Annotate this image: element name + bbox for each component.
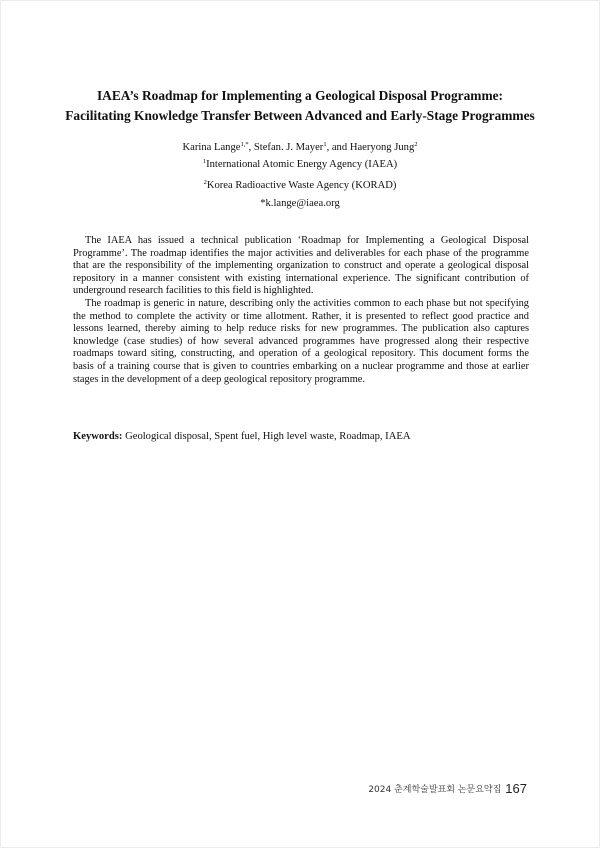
author-separator: , and — [326, 142, 350, 153]
author-name: Stefan. J. Mayer — [253, 142, 324, 153]
keywords — [73, 430, 529, 443]
abstract-paragraph: The IAEA has issued a technical publication ‘Roadmap for Implementing a Geological Disposal Programme’. The roadmap identifies the major activities and deliverables for each phase of the programme that are the responsibility of the implementing organization to construct and operate a geological disposal repository in a manner consistent with existing international experience. The significant contribution of underground research facilities to this field is highlighted. — [73, 235, 529, 297]
affiliation — [61, 179, 539, 193]
author-name: Haeryong Jung — [349, 142, 415, 153]
author-superscript: 1,* — [240, 141, 249, 148]
affiliation-number: 1 — [202, 158, 207, 165]
affiliation — [61, 158, 539, 172]
keywords-text: Geological disposal, Spent fuel, High level waste, Roadmap, IAEA — [125, 431, 411, 442]
page-footer — [368, 780, 527, 798]
title-line-1: IAEA’s Roadmap for Implementing a Geological Disposal Programme: — [96, 88, 504, 103]
author-list — [61, 141, 539, 155]
title-line-2: Facilitating Knowledge Transfer Between Advanced and Early-Stage Programmes — [65, 108, 535, 123]
author-superscript: 1 — [323, 141, 327, 148]
author-separator: , — [248, 142, 254, 153]
keywords-label: Keywords: — [73, 431, 123, 442]
corresponding-email: *k.lange@iaea.org — [260, 198, 340, 209]
proceedings-label: 2024 춘계학술발표회 논문요약집 — [368, 785, 502, 795]
paper-title — [61, 86, 539, 126]
affiliation-text: Korea Radioactive Waste Agency (KORAD) — [206, 180, 397, 191]
abstract-paragraph: The roadmap is generic in nature, describing only the activities common to each phase but not specifying the method to complete the activity or time allotment. Rather, it is presented to reflect good practice and lessons learned, thereby aiming to help reduce risks for new programmes. The publication also captures knowledge (case studies) of how several advanced programmes have progressed along their respective roadmaps toward siting, constructing, and operation of a geological repository. This document forms the basis of a training course that is given to countries embarking on a nuclear programme and those at earlier stages in the development of a deep geological repository programme. — [73, 297, 529, 385]
affiliation-text: International Atomic Energy Agency (IAEA) — [206, 159, 398, 170]
page-number: 167 — [505, 781, 527, 796]
author-name: Karina Lange — [182, 142, 241, 153]
author-superscript: 2 — [414, 141, 418, 148]
affiliation-number: 2 — [203, 179, 207, 186]
abstract — [73, 235, 529, 386]
